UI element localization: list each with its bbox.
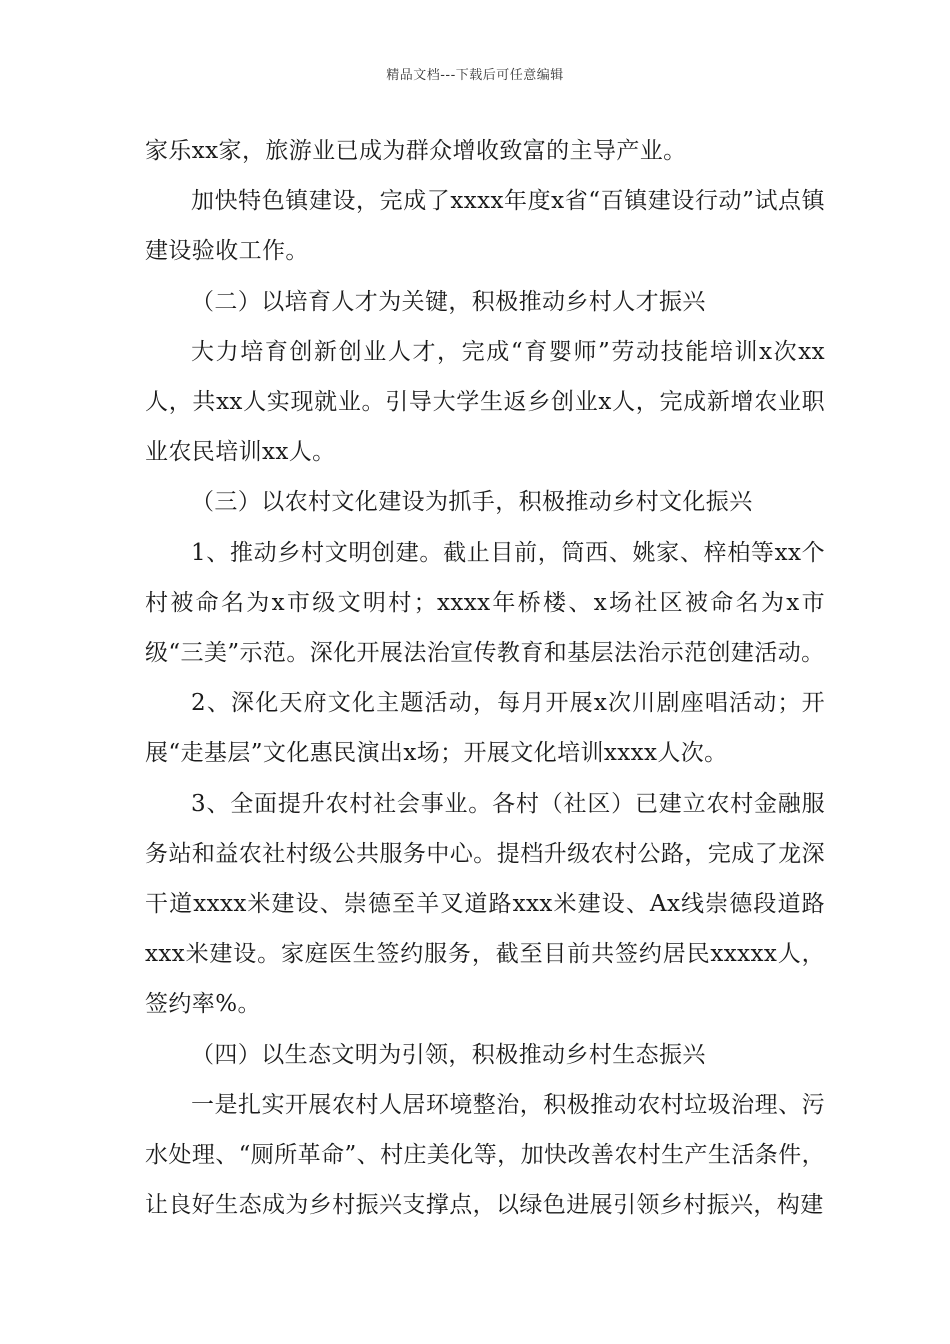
document-body xyxy=(145,126,825,1230)
paragraph-continuation: 家乐xx家，旅游业已成为群众增收致富的主导产业。 xyxy=(145,138,687,164)
paragraph: 2、深化天府文化主题活动，每月开展x次川剧座唱活动；开展“走基层”文化惠民演出x场；开展文化培训xxxx人次。 xyxy=(145,690,825,767)
paragraph: 3、全面提升农村社会事业。各村（社区）已建立农村金融服务站和益农社村级公共服务中心。提档升级农村公路，完成了龙深干道xxxx米建设、崇德至羊叉道路xxx米建设、Ax线崇德段道路xxx米建设。家庭医生签约服务，截至目前共签约居民xxxxx人，签约率%。 xyxy=(145,790,825,1018)
section-heading: （二）以培育人才为关键，积极推动乡村人才振兴 xyxy=(191,288,706,315)
section-heading: （四）以生态文明为引领，积极推动乡村生态振兴 xyxy=(191,1041,706,1068)
paragraph: 一是扎实开展农村人居环境整治，积极推动农村垃圾治理、污水处理、“厕所革命”、村庄美化等，加快改善农村生产生活条件，让良好生态成为乡村振兴支撑点，以绿色进展引领乡村振兴，构建 xyxy=(145,1091,825,1219)
paragraph: 大力培育创新创业人才，完成“育婴师”劳动技能培训x次xx人，共xx人实现就业。引导大学生返乡创业x人，完成新增农业职业农民培训xx人。 xyxy=(145,338,825,466)
paragraph: 加快特色镇建设，完成了xxxx年度x省“百镇建设行动”试点镇建设验收工作。 xyxy=(145,188,825,265)
section-heading: （三）以农村文化建设为抓手，积极推动乡村文化振兴 xyxy=(191,489,753,516)
page-header: 精品文档---下载后可任意编辑 xyxy=(386,68,564,83)
paragraph: 1、推动乡村文明创建。截止目前，筒西、姚家、梓柏等xx个村被命名为x市级文明村；xxxx年桥楼、x场社区被命名为x市级“三美”示范。深化开展法治宣传教育和基层法治示范创建活动。 xyxy=(145,539,825,667)
